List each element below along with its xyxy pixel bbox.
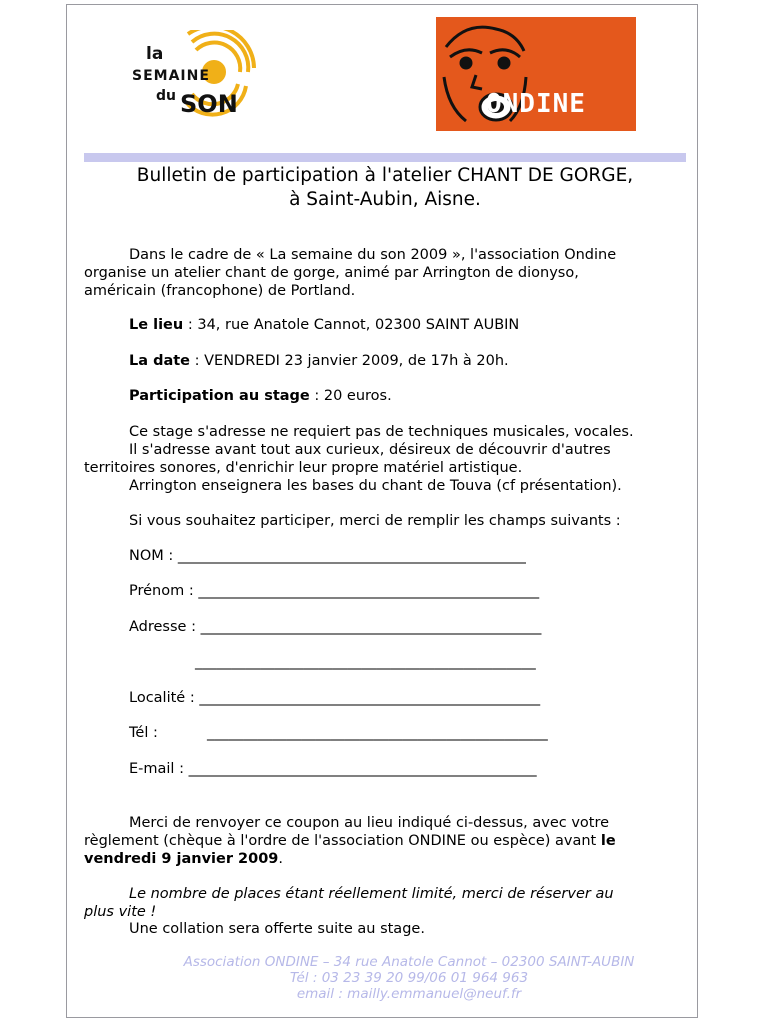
places-line-2: plus vite ! bbox=[84, 904, 157, 920]
renvoi-deadline: vendredi 9 janvier 2009 bbox=[84, 851, 279, 867]
renvoi-line-2 bbox=[84, 832, 616, 850]
logo-text-son: SON bbox=[180, 90, 238, 118]
lieu-value: : 34, rue Anatole Cannot, 02300 SAINT AUBIN bbox=[183, 317, 520, 333]
localite-field[interactable]: Localité : _______________________________________________ bbox=[129, 690, 541, 706]
date-value: : VENDREDI 23 janvier 2009, de 17h à 20h. bbox=[190, 353, 509, 369]
intro-line-3: américain (francophone) de Portland. bbox=[84, 283, 356, 299]
logo-text-du: du bbox=[156, 88, 176, 104]
lieu-label: Le lieu bbox=[129, 317, 184, 333]
date-label: La date bbox=[129, 353, 191, 369]
renvoi-line-3 bbox=[84, 850, 283, 868]
tel-field[interactable]: _______________________________________________ bbox=[207, 725, 548, 741]
renvoi-line-3-end: . bbox=[278, 851, 284, 867]
form-instruction: Si vous souhaitez participer, merci de remplir les champs suivants : bbox=[129, 513, 621, 529]
logo-text-la: la bbox=[146, 44, 164, 64]
semaine-du-son-logo bbox=[126, 30, 256, 120]
renvoi-line-1: Merci de renvoyer ce coupon au lieu indiqué ci-dessus, avec votre bbox=[129, 815, 610, 831]
stage-line-2: Il s'adresse avant tout aux curieux, désireux de découvrir d'autres bbox=[129, 442, 611, 458]
renvoi-line-2-text: règlement (chèque à l'ordre de l'association ONDINE ou espèce) avant bbox=[84, 833, 601, 849]
email-field[interactable]: E-mail : ________________________________________________ bbox=[129, 761, 537, 777]
header-divider-bar bbox=[84, 153, 686, 162]
nom-field[interactable]: NOM : ________________________________________________ bbox=[129, 548, 526, 564]
prenom-field[interactable]: Prénom : _______________________________________________ bbox=[129, 583, 540, 599]
title-line-2: à Saint-Aubin, Aisne. bbox=[289, 189, 481, 210]
renvoi-line-2-bold: le bbox=[600, 833, 616, 849]
footer-phone: Tél : 03 23 39 20 99/06 01 964 963 bbox=[289, 970, 529, 986]
participation-line bbox=[129, 387, 392, 405]
footer-email[interactable]: email : mailly.emmanuel@neuf.fr bbox=[296, 986, 522, 1002]
logo-text-semaine: SEMAINE bbox=[132, 68, 210, 84]
intro-line-2: organise un atelier chant de gorge, animé par Arrington de dionyso, bbox=[84, 265, 579, 281]
adresse-line-2-field[interactable]: _______________________________________________ bbox=[195, 654, 536, 670]
footer-address: Association ONDINE – 34 rue Anatole Cannot – 02300 SAINT-AUBIN bbox=[183, 954, 635, 970]
collation-line: Une collation sera offerte suite au stage. bbox=[129, 921, 425, 937]
places-line-1: Le nombre de places étant réellement limité, merci de réserver au bbox=[129, 886, 614, 902]
title-line-1: Bulletin de participation à l'atelier CHANT DE GORGE, bbox=[136, 165, 634, 186]
stage-line-3: territoires sonores, d'enrichir leur propre matériel artistique. bbox=[84, 460, 523, 476]
lieu-line bbox=[129, 316, 519, 334]
page-title bbox=[84, 164, 686, 212]
intro-line-1: Dans le cadre de « La semaine du son 2009 », l'association Ondine bbox=[129, 247, 617, 263]
date-line bbox=[129, 352, 509, 370]
stage-line-1: Ce stage s'adresse ne requiert pas de techniques musicales, vocales. bbox=[129, 424, 634, 440]
tel-label: Tél : bbox=[129, 725, 158, 741]
ondine-logo-text: ONDINE bbox=[486, 89, 586, 119]
ondine-logo bbox=[436, 17, 636, 131]
stage-line-4: Arrington enseignera les bases du chant de Touva (cf présentation). bbox=[129, 478, 622, 494]
adresse-field[interactable]: Adresse : _______________________________________________ bbox=[129, 619, 542, 635]
participation-value: : 20 euros. bbox=[309, 388, 392, 404]
participation-label: Participation au stage bbox=[129, 388, 310, 404]
